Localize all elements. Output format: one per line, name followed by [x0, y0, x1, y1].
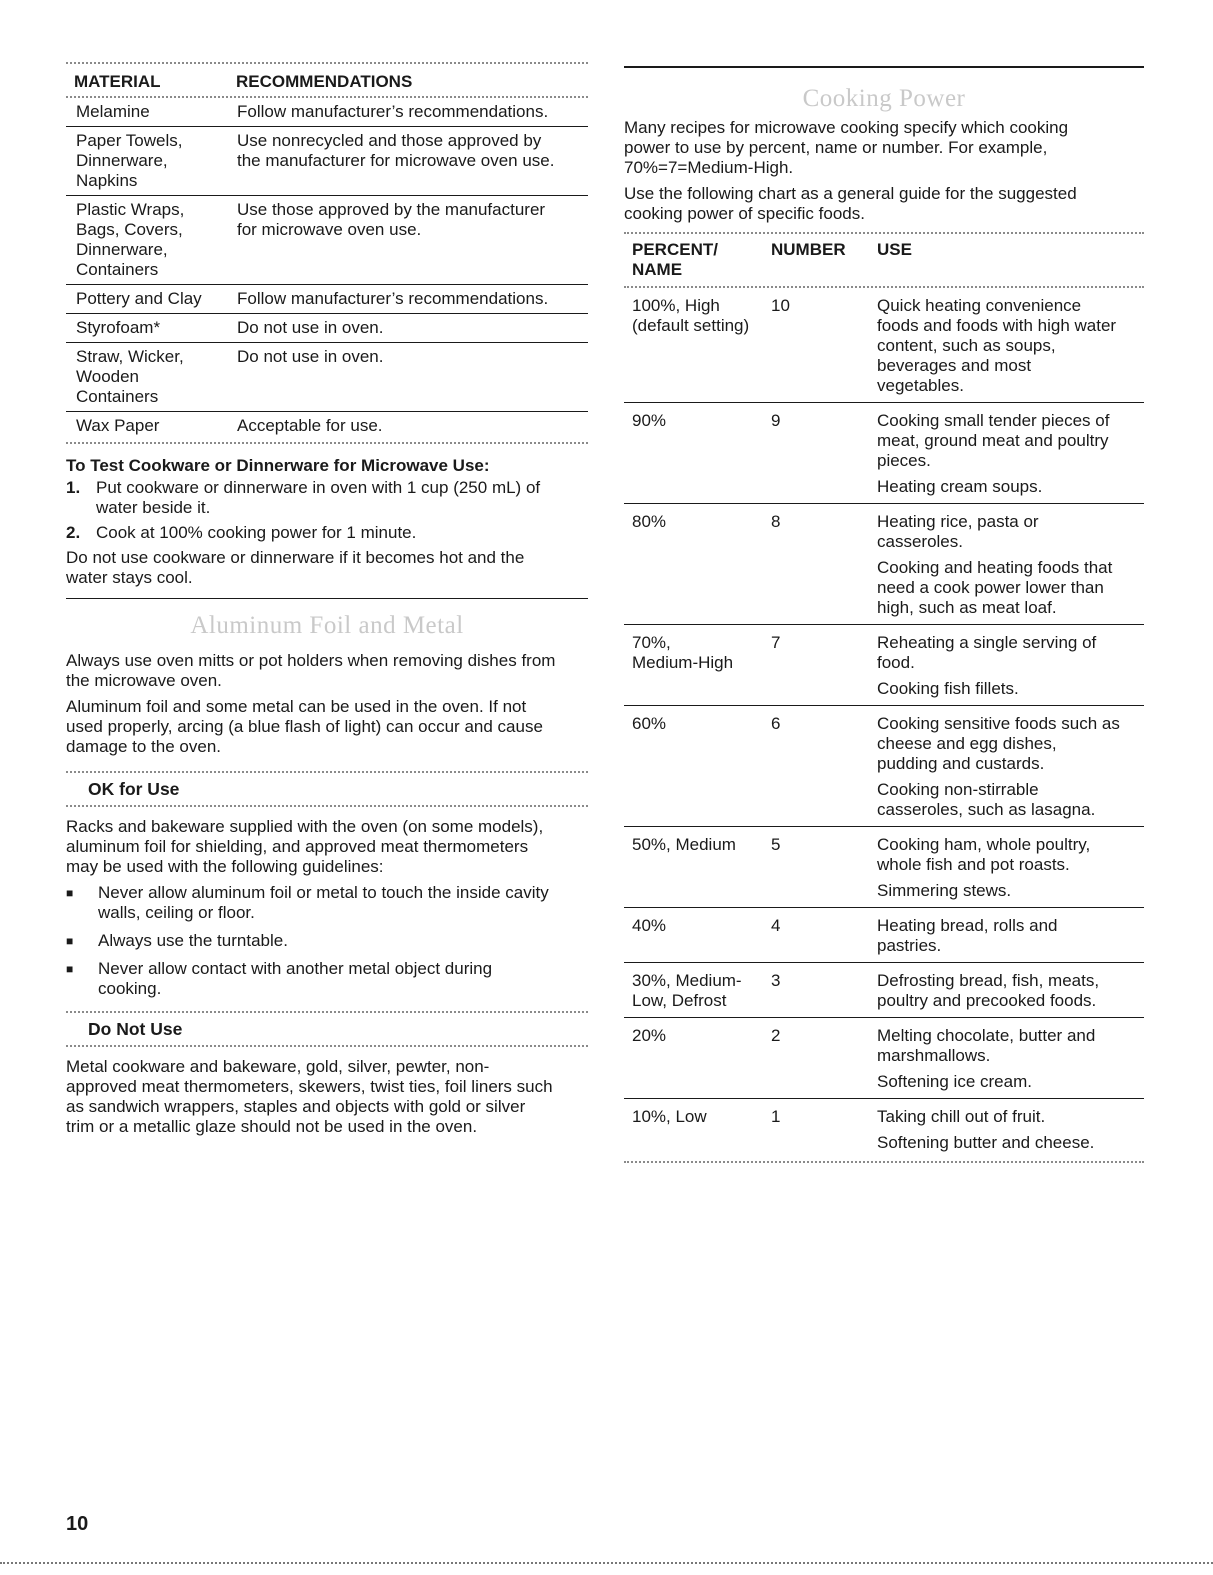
material-cell [76, 102, 237, 122]
paragraph-line: 70%=7=Medium-High. [624, 158, 794, 177]
material-row [66, 314, 588, 343]
paragraph-line: Aluminum foil and some metal can be used in the oven. If not [66, 697, 527, 716]
recommendation-text: Follow manufacturer’s recommendations. [237, 289, 549, 308]
use-line: Defrosting bread, fish, meats, [877, 971, 1100, 990]
use-line: cheese and egg dishes, [877, 734, 1057, 753]
bullet-text [98, 883, 549, 923]
use-cell [877, 296, 1144, 396]
use-entry [877, 633, 1144, 673]
use-entry [877, 512, 1144, 552]
percent-text: 10%, Low [632, 1107, 707, 1126]
bullet-line: Never allow contact with another metal object during [98, 959, 493, 978]
use-entry [877, 411, 1144, 471]
use-line: Quick heating convenience [877, 296, 1082, 315]
power-row [624, 908, 1144, 963]
use-line: Cooking and heating foods that [877, 558, 1113, 577]
number-cell: 3 [771, 971, 781, 990]
use-line: casseroles. [877, 532, 963, 551]
material-name: Containers [76, 387, 159, 406]
percent-text: 90% [632, 411, 667, 430]
use-line: content, such as soups, [877, 336, 1056, 355]
bullet-text [98, 959, 492, 999]
footer-rule [0, 1562, 1213, 1564]
percent-cell [632, 411, 771, 497]
material-name: Pottery and Clay [76, 289, 202, 308]
step-number: 1. [66, 478, 81, 497]
use-entry [877, 1107, 1144, 1127]
ok-for-use-text [66, 817, 588, 877]
use-line: Cooking ham, whole poultry, [877, 835, 1091, 854]
foil-paragraph-2 [66, 697, 588, 757]
material-cell [76, 318, 237, 338]
power-row [624, 706, 1144, 827]
use-entry [877, 679, 1144, 699]
use-entry [877, 916, 1144, 956]
cooking-power-intro [624, 118, 1144, 178]
use-line: need a cook power lower than [877, 578, 1104, 597]
use-cell [877, 411, 1144, 497]
recommendation-text: Follow manufacturer’s recommendations. [237, 102, 549, 121]
bullet-line: Always use the turntable. [98, 931, 288, 950]
use-line: Cooking small tender pieces of [877, 411, 1110, 430]
recommendation-text: Use those approved by the manufacturer [237, 200, 546, 219]
use-line: Reheating a single serving of [877, 633, 1097, 652]
number-cell: 5 [771, 835, 781, 854]
test-step [66, 478, 588, 518]
ok-for-use-heading: OK for Use [88, 779, 180, 799]
material-name: Napkins [76, 171, 138, 190]
use-entry [877, 780, 1144, 820]
power-row [624, 403, 1144, 504]
material-cell [76, 200, 237, 280]
material-row [66, 343, 588, 412]
recommendation-cell [237, 102, 588, 122]
power-row [624, 1018, 1144, 1099]
percent-text: 80% [632, 512, 667, 531]
section-rule [624, 66, 1144, 68]
power-row [624, 625, 1144, 706]
percent-text: 70%, [632, 633, 671, 652]
material-name: Styrofoam* [76, 318, 161, 337]
rule [624, 1161, 1144, 1163]
use-line: foods and foods with high water [877, 316, 1117, 335]
bullet-item [66, 931, 588, 951]
percent-cell [632, 633, 771, 699]
material-name: Dinnerware, [76, 151, 168, 170]
use-entry [877, 714, 1144, 774]
paragraph-line: power to use by percent, name or number. For example, [624, 138, 1048, 157]
number-cell: 6 [771, 714, 781, 733]
material-name: Bags, Covers, [76, 220, 183, 239]
material-table-body [66, 98, 588, 440]
paragraph-line: aluminum foil for shielding, and approved meat thermometers [66, 837, 529, 856]
material-name: Wax Paper [76, 416, 160, 435]
page-number: 10 [66, 1513, 89, 1535]
test-step [66, 523, 588, 543]
material-row [66, 196, 588, 285]
use-cell [877, 916, 1144, 956]
use-entry [877, 477, 1144, 497]
material-row [66, 285, 588, 314]
recommendation-text: for microwave oven use. [237, 220, 422, 239]
recommendation-cell [237, 416, 588, 436]
header-use: USE [877, 240, 912, 259]
percent-text: 50%, Medium [632, 835, 736, 854]
do-not-use-text [66, 1057, 588, 1137]
paragraph-line: Metal cookware and bakeware, gold, silver, pewter, non- [66, 1057, 490, 1076]
material-row [66, 412, 588, 440]
use-line: Melting chocolate, butter and [877, 1026, 1096, 1045]
header-percent-name [632, 240, 771, 280]
recommendation-text: Do not use in oven. [237, 318, 384, 337]
use-cell [877, 633, 1144, 699]
paragraph-line: Racks and bakeware supplied with the oven (on some models), [66, 817, 544, 836]
material-cell [76, 289, 237, 309]
bullet-square-icon: ■ [66, 962, 74, 976]
power-row [624, 827, 1144, 908]
recommendation-cell [237, 200, 588, 280]
material-name: Melamine [76, 102, 150, 121]
use-line: Taking chill out of fruit. [877, 1107, 1046, 1126]
use-line: poultry and precooked foods. [877, 991, 1097, 1010]
bullet-item [66, 883, 588, 923]
power-row [624, 1099, 1144, 1159]
use-cell [877, 512, 1144, 618]
use-line: high, such as meat loaf. [877, 598, 1057, 617]
percent-text: Low, Defrost [632, 991, 727, 1010]
rule [66, 442, 588, 444]
percent-cell [632, 916, 771, 956]
foil-paragraph-1 [66, 651, 588, 691]
use-entry [877, 881, 1144, 901]
material-cell [76, 416, 237, 436]
use-entry [877, 558, 1144, 618]
use-line: Cooking fish fillets. [877, 679, 1019, 698]
bullet-line: cooking. [98, 979, 162, 998]
percent-text: (default setting) [632, 316, 750, 335]
step-line: Cook at 100% cooking power for 1 minute. [96, 523, 417, 542]
material-row [66, 127, 588, 196]
recommendation-text: Do not use in oven. [237, 347, 384, 366]
test-cookware-heading: To Test Cookware or Dinnerware for Microwave Use: [66, 456, 490, 475]
material-name: Dinnerware, [76, 240, 168, 259]
use-line: vegetables. [877, 376, 964, 395]
paragraph-line: cooking power of specific foods. [624, 204, 865, 223]
power-table-header [624, 234, 1144, 286]
use-line: meat, ground meat and poultry [877, 431, 1109, 450]
recommendation-cell [237, 131, 588, 191]
note-line: water stays cool. [66, 568, 193, 587]
use-line: pieces. [877, 451, 931, 470]
use-line: casseroles, such as lasagna. [877, 800, 1096, 819]
cooking-power-guide [624, 184, 1144, 224]
step-line: Put cookware or dinnerware in oven with 1 cup (250 mL) of [96, 478, 541, 497]
do-not-use-heading: Do Not Use [88, 1019, 183, 1039]
number-cell: 2 [771, 1026, 781, 1045]
use-line: Softening ice cream. [877, 1072, 1032, 1091]
use-entry [877, 835, 1144, 875]
use-line: beverages and most [877, 356, 1032, 375]
foil-section-title: Aluminum Foil and Metal [190, 612, 464, 639]
paragraph-line: Always use oven mitts or pot holders when removing dishes from [66, 651, 556, 670]
use-line: Heating cream soups. [877, 477, 1043, 496]
paragraph-line: as sandwich wrappers, staples and objects with gold or silver [66, 1097, 526, 1116]
use-entry [877, 1133, 1144, 1153]
bullet-square-icon: ■ [66, 934, 74, 948]
percent-text: 20% [632, 1026, 667, 1045]
use-line: Heating bread, rolls and [877, 916, 1058, 935]
material-cell [76, 347, 237, 407]
paragraph-line: trim or a metallic glaze should not be used in the oven. [66, 1117, 478, 1136]
paragraph-line: may be used with the following guidelines: [66, 857, 384, 876]
number-cell: 10 [771, 296, 790, 315]
percent-cell [632, 1107, 771, 1153]
bullet-text [98, 931, 288, 951]
paragraph-line: Use the following chart as a general guide for the suggested [624, 184, 1077, 203]
power-row [624, 288, 1144, 403]
percent-cell [632, 971, 771, 1011]
rule [66, 805, 588, 807]
power-table-body [624, 288, 1144, 1159]
use-entry [877, 1026, 1144, 1066]
recommendation-text: Acceptable for use. [237, 416, 383, 435]
recommendation-cell [237, 318, 588, 338]
material-name: Containers [76, 260, 159, 279]
percent-cell [632, 1026, 771, 1092]
use-line: pastries. [877, 936, 942, 955]
left-column [66, 62, 588, 1143]
use-cell [877, 1107, 1144, 1153]
material-name: Wooden [76, 367, 140, 386]
percent-text: 60% [632, 714, 667, 733]
power-row [624, 504, 1144, 625]
percent-cell [632, 512, 771, 618]
percent-cell [632, 835, 771, 901]
header-material: MATERIAL [74, 72, 161, 91]
header-number: NUMBER [771, 240, 846, 259]
right-column [624, 66, 1144, 1163]
ok-for-use-list [66, 883, 588, 999]
step-text [96, 478, 540, 518]
use-cell [877, 835, 1144, 901]
number-cell: 1 [771, 1107, 781, 1126]
recommendation-text: the manufacturer for microwave oven use. [237, 151, 555, 170]
use-line: Cooking sensitive foods such as [877, 714, 1120, 733]
use-cell [877, 714, 1144, 820]
use-line: Simmering stews. [877, 881, 1012, 900]
paragraph-line: damage to the oven. [66, 737, 222, 756]
use-entry [877, 971, 1144, 1011]
use-entry [877, 296, 1144, 396]
use-entry [877, 1072, 1144, 1092]
percent-cell [632, 714, 771, 820]
use-line: whole fish and pot roasts. [877, 855, 1070, 874]
rule [66, 1045, 588, 1047]
cooking-power-title: Cooking Power [802, 85, 966, 112]
note-line: Do not use cookware or dinnerware if it becomes hot and the [66, 548, 525, 567]
use-line: marshmallows. [877, 1046, 991, 1065]
use-line: pudding and custards. [877, 754, 1045, 773]
test-note [66, 548, 588, 588]
use-line: Heating rice, pasta or [877, 512, 1039, 531]
power-row [624, 963, 1144, 1018]
step-text [96, 523, 416, 543]
recommendation-cell [237, 347, 588, 407]
paragraph-line: Many recipes for microwave cooking specify which cooking [624, 118, 1069, 137]
paragraph-line: the microwave oven. [66, 671, 222, 690]
bullet-line: walls, ceiling or floor. [98, 903, 255, 922]
bullet-line: Never allow aluminum foil or metal to touch the inside cavity [98, 883, 549, 902]
test-steps [66, 478, 588, 543]
recommendation-cell [237, 289, 588, 309]
header-percent: PERCENT/ [632, 240, 718, 259]
material-cell [76, 131, 237, 191]
number-cell: 7 [771, 633, 781, 652]
use-line: Softening butter and cheese. [877, 1133, 1095, 1152]
number-cell: 9 [771, 411, 781, 430]
percent-text: 40% [632, 916, 667, 935]
material-name: Plastic Wraps, [76, 200, 185, 219]
step-number: 2. [66, 523, 81, 542]
percent-cell [632, 296, 771, 396]
paragraph-line: used properly, arcing (a blue flash of light) can occur and cause [66, 717, 543, 736]
material-table-header [66, 64, 588, 96]
material-row [66, 98, 588, 127]
use-line: Cooking non-stirrable [877, 780, 1039, 799]
material-name: Straw, Wicker, [76, 347, 184, 366]
header-name: NAME [632, 260, 683, 279]
use-cell [877, 971, 1144, 1011]
step-line: water beside it. [96, 498, 211, 517]
number-cell: 4 [771, 916, 781, 935]
number-cell: 8 [771, 512, 781, 531]
percent-text: 100%, High [632, 296, 720, 315]
section-rule [66, 598, 588, 599]
recommendation-text: Use nonrecycled and those approved by [237, 131, 542, 150]
paragraph-line: approved meat thermometers, skewers, twist ties, foil liners such [66, 1077, 553, 1096]
bullet-item [66, 959, 588, 999]
material-name: Paper Towels, [76, 131, 183, 150]
percent-text: Medium-High [632, 653, 734, 672]
use-line: food. [877, 653, 915, 672]
header-recommendations: RECOMMENDATIONS [236, 72, 413, 91]
use-cell [877, 1026, 1144, 1092]
percent-text: 30%, Medium- [632, 971, 742, 990]
bullet-square-icon: ■ [66, 886, 74, 900]
